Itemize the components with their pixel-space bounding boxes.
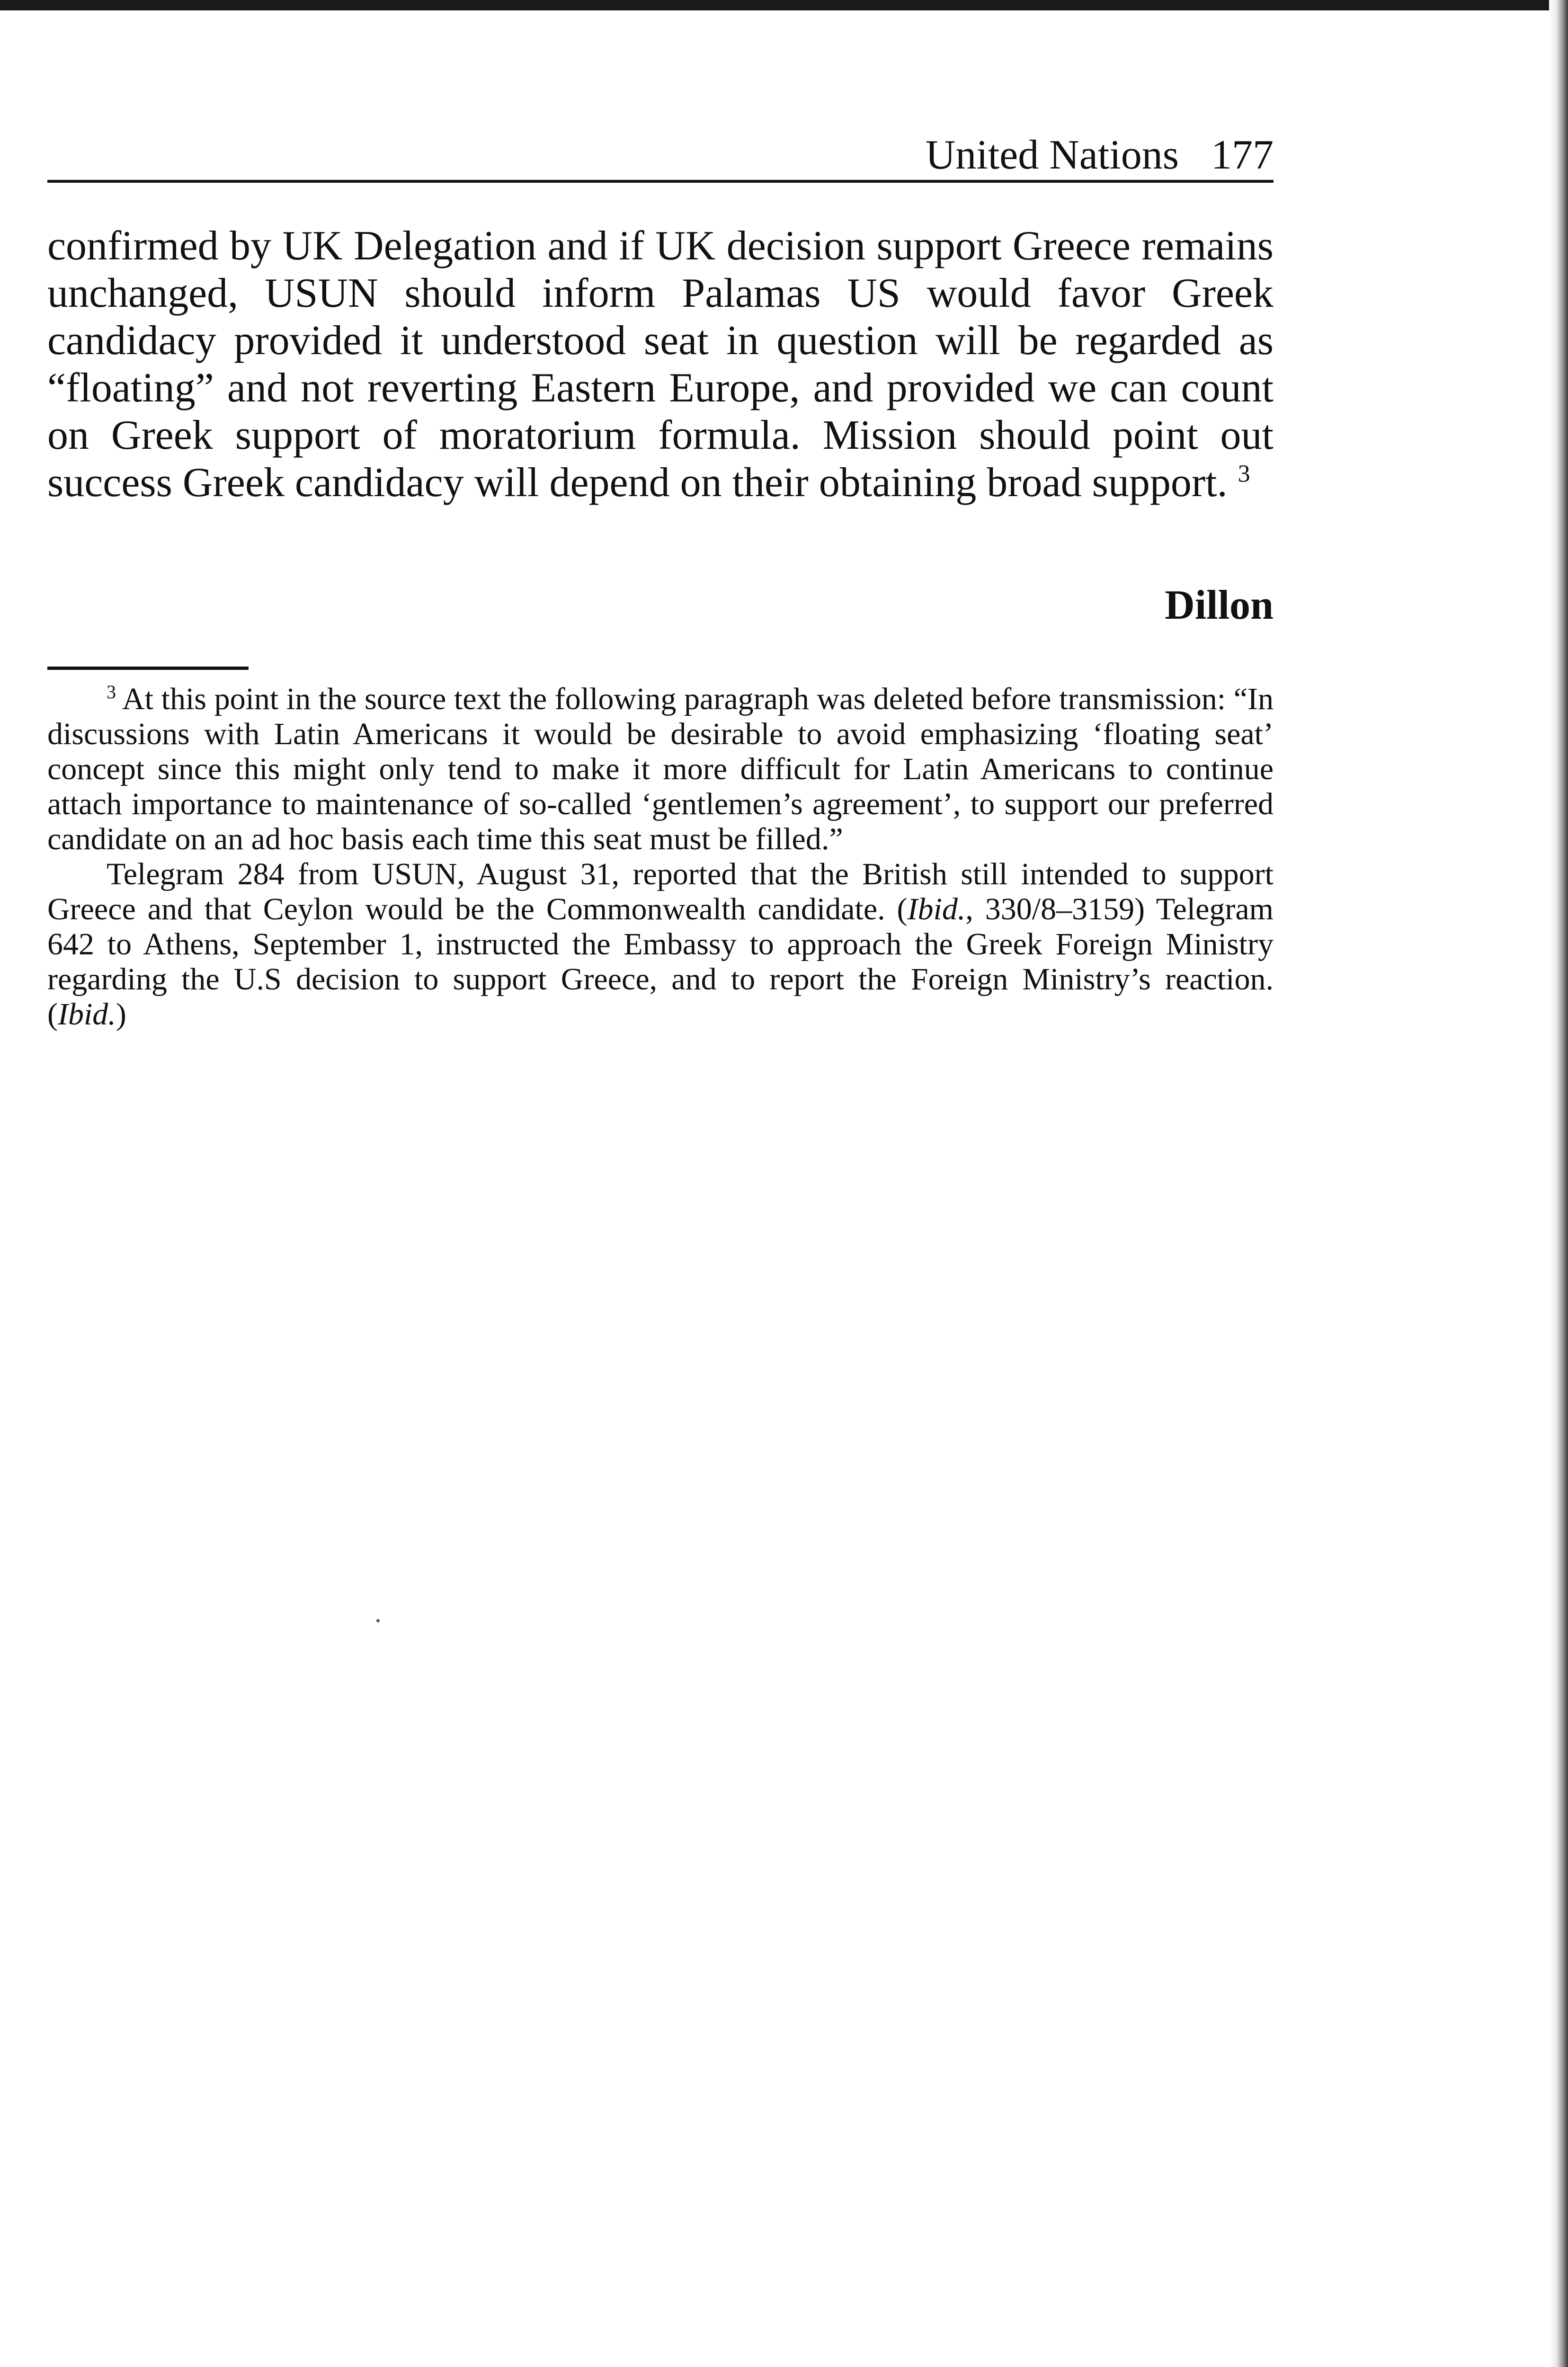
page-number: 177 (1211, 132, 1274, 178)
footnote-continuation-part1: Telegram 284 from USUN, August 31, reported that the British still intended to support Greece and that Ceylon would be the Commonwealth candidate. ( (47, 857, 1274, 926)
scan-speck (376, 1619, 380, 1622)
running-head-title: United Nations (925, 132, 1179, 178)
page-top-edge (0, 0, 1568, 10)
footnote-continuation-part3: ) (116, 997, 126, 1032)
footnote-reference: 3 (1238, 460, 1250, 488)
footnote-continuation-part2: , 330/8–3159) Telegram 642 to Athens, September 1, instructed the Embassy to approach the Greek Foreign Ministry regarding the U.S decision to support Greece, and to report the Foreign Ministry’s reaction. ( (47, 892, 1274, 1032)
running-head (47, 118, 1274, 183)
page-binding-edge (1549, 0, 1568, 2367)
footnote-continuation (47, 857, 1274, 1032)
ibid-citation: Ibid. (57, 997, 116, 1032)
signature: Dillon (1165, 582, 1274, 628)
footnote-divider (47, 667, 249, 670)
body-paragraph (47, 222, 1274, 507)
footnote-3 (47, 682, 1274, 857)
footnote-marker: 3 (107, 681, 116, 703)
ibid-citation: Ibid. (907, 892, 966, 926)
footnotes (47, 682, 1274, 1032)
footnote-3-text: At this point in the source text the following paragraph was deleted before transmission: “In discussions with Latin Americans it would be desirable to avoid emphasizing ‘floating seat’ concept since this might only tend to make it more difficult for Latin Americans to continue attach importance to maintenance of so-called ‘gentlemen’s agreement’, to support our preferred candidate on an ad hoc basis each time this seat must be filled.” (47, 682, 1274, 856)
body-text: confirmed by UK Delegation and if UK decision support Greece remains unchanged, USUN should inform Palamas US would favor Greek candidacy provided it understood seat in question will be regarded as “floating” and not reverting Eastern Europe, and provided we can count on Greek support of moratorium formula. Mission should point out success Greek candidacy will depend on their obtaining broad support. (47, 223, 1274, 506)
